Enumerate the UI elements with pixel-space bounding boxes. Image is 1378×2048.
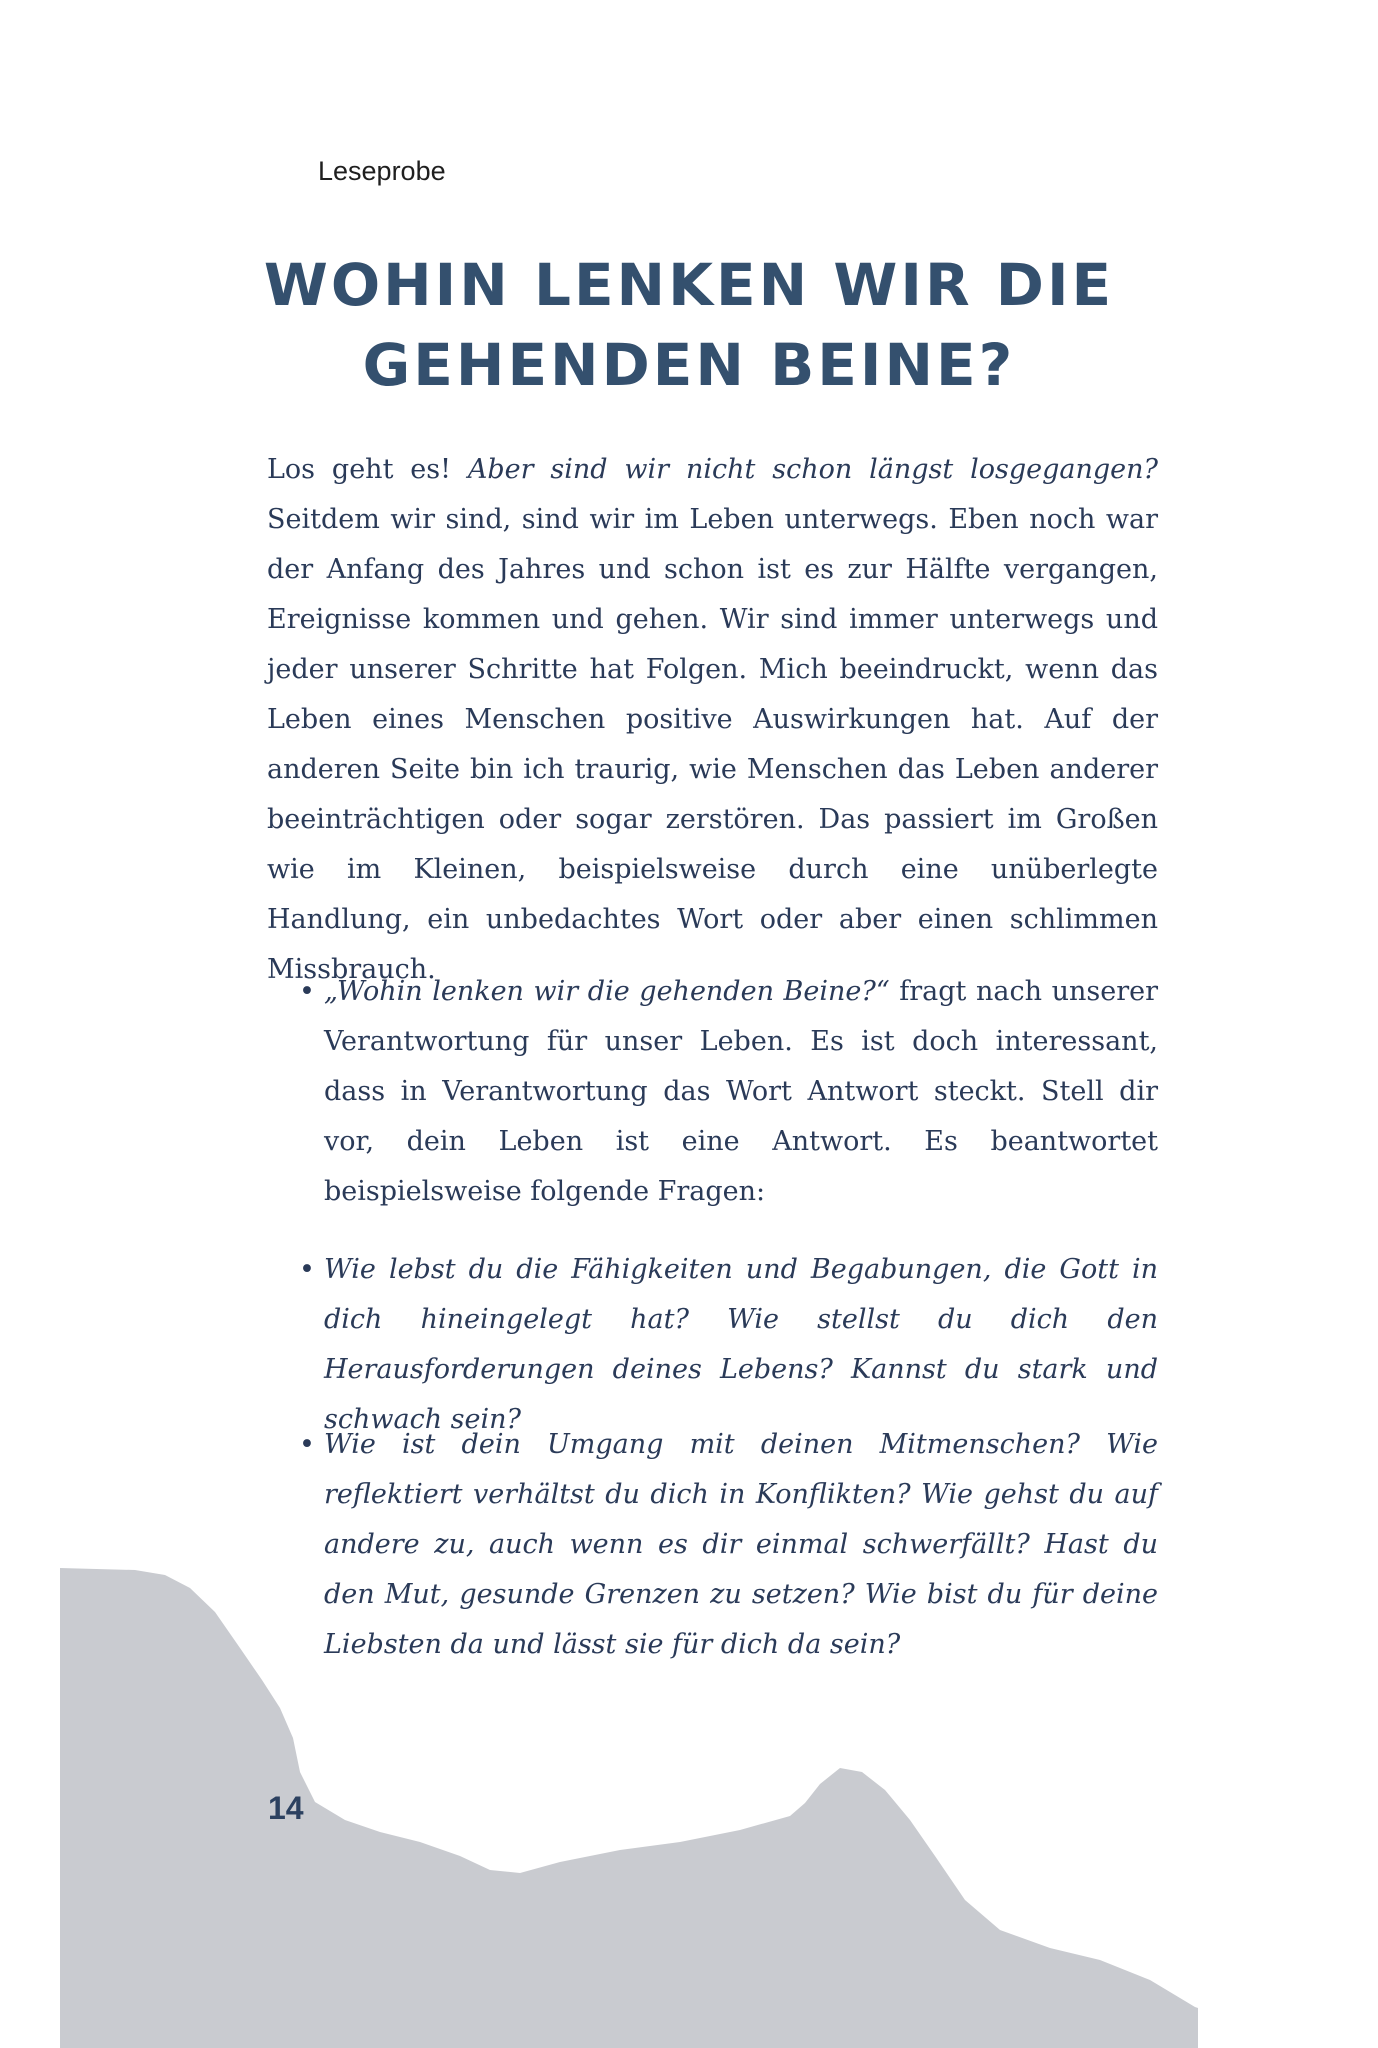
chapter-title <box>0 245 1378 405</box>
bullet-icon: • <box>299 976 315 1007</box>
list-item <box>299 1245 1158 1445</box>
intro-lead: Los geht es! <box>267 454 468 485</box>
list-item <box>299 1420 1158 1670</box>
intro-paragraph <box>267 445 1158 995</box>
page-number: 14 <box>268 1790 304 1826</box>
intro-question: Aber sind wir nicht schon längst losgegangen? <box>467 454 1158 485</box>
list-item-text: fragt nach unserer Verantwortung für unser Leben. Es ist doch interessant, dass in Verantwortung das Wort Antwort steckt. Stell dir vor, dein Leben ist eine Antwort. Es beantwortet beispielsweise folgende Fragen: <box>324 976 1158 1207</box>
section-label: Leseprobe <box>318 156 446 186</box>
list-item-quote: „Wohin lenken wir die gehenden Beine?“ <box>324 976 890 1007</box>
list-item-text: Wie ist dein Umgang mit deinen Mitmenschen? Wie reflektiert verhältst du dich in Konflikten? Wie gehst du auf andere zu, auch wenn es dir einmal schwerfällt? Hast du den Mut, gesunde Grenzen zu setzen? Wie bist du für deine Liebsten da und lässt sie für dich da sein? <box>324 1429 1158 1660</box>
bullet-icon: • <box>299 1429 315 1460</box>
list-item-text: Wie lebst du die Fähigkeiten und Begabungen, die Gott in dich hineingelegt hat? Wie stellst du dich den Herausforderungen deines Lebens? Kannst du stark und schwach sein? <box>324 1254 1158 1435</box>
bullet-icon: • <box>299 1254 315 1285</box>
chapter-title-line-2: GEHENDEN BEINE? <box>362 331 1016 399</box>
list-item <box>299 967 1158 1217</box>
intro-rest: Seitdem wir sind, sind wir im Leben unterwegs. Eben noch war der Anfang des Jahres und schon ist es zur Hälfte vergangen, Ereignisse kommen und gehen. Wir sind immer unterwegs und jeder unserer Schritte hat Folgen. Mich beeindruckt, wenn das Leben eines Menschen positive Auswirkungen hat. Auf der anderen Seite bin ich traurig, wie Menschen das Leben anderer beeinträchtigen oder sogar zerstören. Das passiert im Großen wie im Kleinen, beispielsweise durch eine unüberlegte Handlung, ein unbedachtes Wort oder aber einen schlimmen Missbrauch. <box>267 504 1158 985</box>
chapter-title-line-1: WOHIN LENKEN WIR DIE <box>263 251 1115 319</box>
